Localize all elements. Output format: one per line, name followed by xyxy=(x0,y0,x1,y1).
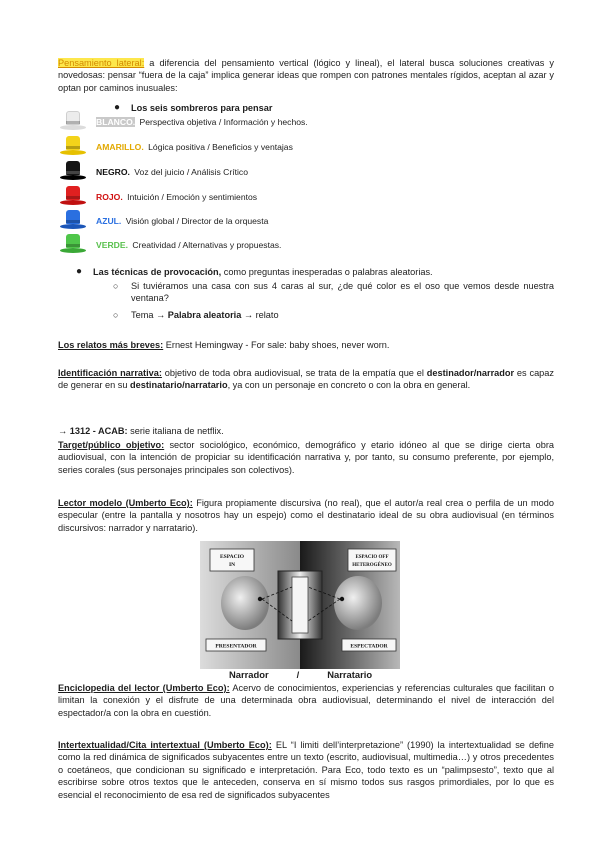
target-term: Target/público objetivo: xyxy=(58,440,165,450)
white-hat-icon xyxy=(58,111,88,133)
acab-line xyxy=(58,425,554,437)
hat-name: AZUL. xyxy=(96,215,122,226)
green-hat-icon xyxy=(58,234,88,256)
bullet-circle: ○ xyxy=(113,281,119,291)
espacio-off-label-2: HETEROGÉNEO xyxy=(352,563,392,568)
hat-row-green xyxy=(58,234,281,256)
provocation-sub1 xyxy=(131,280,554,305)
hat-name: NEGRO. xyxy=(96,166,130,177)
provocation-sub2 xyxy=(131,309,554,321)
intertext-term: Intertextualidad/Cita intertextual (Umberto Eco): xyxy=(58,740,272,750)
ident-text2: es capaz de generar en su xyxy=(58,368,554,391)
ident-text1: objetivo de toda obra audiovisual, se trata de la empatía que el xyxy=(161,368,427,378)
espectador-label: ESPECTADOR xyxy=(350,643,388,650)
hat-name: BLANCO. xyxy=(96,116,136,127)
identificacion-paragraph xyxy=(58,367,554,392)
hat-row-blue xyxy=(58,210,268,232)
bullet-dot: ● xyxy=(114,102,121,113)
diagram-svg xyxy=(200,541,400,669)
hat-desc: Voz del juicio / Análisis Crítico xyxy=(131,166,248,177)
hat-desc: Perspectiva objetiva / Información y hechos. xyxy=(137,116,308,127)
lector-paragraph xyxy=(58,497,554,534)
identificacion-term: Identificación narrativa: xyxy=(58,368,162,378)
provocation-item xyxy=(93,266,554,278)
figure-caption: Narrador / Narratario xyxy=(229,669,373,680)
ident-bold2: destinatario/narratario xyxy=(130,380,228,391)
hat-desc: Visión global / Director de la orquesta xyxy=(123,215,269,226)
hat-desc: Lógica positiva / Beneficios y ventajas xyxy=(145,141,293,152)
blue-hat-icon xyxy=(58,210,88,232)
sub2-c: relato xyxy=(253,310,279,320)
red-hat-icon xyxy=(58,186,88,208)
hat-row-white xyxy=(58,111,308,133)
lateral-text: a diferencia del pensamiento vertical (lógico y lineal), el lateral busca soluciones creativas y novedosas: pensar “fuera de la caja” implica generar ideas que rompen con patrones mentales rígidos, aceptan al azar y optan por caminos inusuales: xyxy=(58,58,554,93)
bullet-dot: ● xyxy=(76,266,83,277)
lector-term: Lector modelo (Umberto Eco): xyxy=(58,498,193,508)
hat-name: AMARILLO. xyxy=(96,141,144,152)
provocation-sub1-text: Si tuviéramos una casa con sus 4 caras al sur, ¿de qué color es el oso que vemos desde nuestra ventana? xyxy=(131,281,554,304)
hats-heading-text: Los seis sombreros para pensar xyxy=(131,103,273,113)
intertext-text: EL “I limiti dell’interpretazione” (1990) la intertextualidad se define como la red dinámica de significados subyacentes entre un texto (escrito, audiovisual, multimedia…) y otros precedentes o coetáneos, que condicionan su significado e interpretación. Para Eco, todo texto es un “palimpsesto”, texto que al escribirse sobre otros textos que le anteceden, conserva en sí mismo todos sus rasgos primordiales, por lo que es esencial el reconocimiento de esa red de significados subyacentes xyxy=(58,740,554,800)
yellow-hat-icon xyxy=(58,136,88,158)
intertext-paragraph xyxy=(58,739,554,801)
enciclopedia-term: Enciclopedia del lector (Umberto Eco): xyxy=(58,683,230,693)
relatos-term: Los relatos más breves: xyxy=(58,340,164,350)
sub2-a: Tema → xyxy=(131,310,168,320)
presentador-label: PRESENTADOR xyxy=(215,643,257,650)
ident-text3: , ya con un personaje en concreto o con la obra en general. xyxy=(227,380,471,391)
narrator-diagram xyxy=(200,541,400,669)
hat-desc: Creatividad / Alternativas y propuestas. xyxy=(130,239,282,250)
target-paragraph xyxy=(58,439,554,476)
hat-name: ROJO. xyxy=(96,191,123,202)
target-text: sector sociológico, económico, demográfico y etario idóneo al que se dirige cierta obra audiovisual, con la intención de propiciar su identificación narrativa y, por tanto, su consumo preferente, por ejemplo, series corales (sus personajes principales son colectivos). xyxy=(58,440,554,475)
lateral-term: Pensamiento lateral: xyxy=(58,58,145,68)
hat-desc: Intuición / Emoción y sentimientos xyxy=(124,191,258,202)
espacio-in-label-1: ESPACIO xyxy=(219,554,245,560)
bullet-circle: ○ xyxy=(113,310,119,320)
acab-term: → 1312 - ACAB: xyxy=(58,426,128,436)
enciclopedia-paragraph xyxy=(58,682,554,719)
black-hat-icon xyxy=(58,161,88,183)
espacio-off-label-1: ESPACIO OFF xyxy=(355,555,389,560)
hat-row-black xyxy=(58,161,248,183)
hat-name: VERDE. xyxy=(96,239,128,250)
enciclopedia-text: Acervo de conocimientos, experiencias y referencias culturales que facilitan o limitan la conexión y el disfrute de una determinada obra audiovisual, determinando el nivel de interacción del espectador/a con la obra en cuestión. xyxy=(58,683,554,718)
relatos-paragraph xyxy=(58,339,554,351)
acab-text: serie italiana de netflix. xyxy=(127,426,224,436)
espacio-in-label-2: IN xyxy=(228,562,236,568)
hat-row-red xyxy=(58,186,257,208)
ident-bold1: destinador/narrador xyxy=(426,368,515,378)
relatos-text: Ernest Hemingway - For sale: baby shoes, never worn. xyxy=(163,340,390,350)
hat-row-yellow xyxy=(58,136,293,158)
lector-text: Figura propiamente discursiva (no real), que el autor/a real crea o perfila de un modo especular (entre la pantalla y nosotros hay un espejo) como el destinatario ideal de su obra audiovisual (en términos discursivos: narrador y narratario). xyxy=(58,498,554,533)
provocation-text: como preguntas inesperadas o palabras aleatorias. xyxy=(221,267,433,277)
sub2-b: Palabra aleatoria → xyxy=(167,310,254,320)
provocation-term: Las técnicas de provocación, xyxy=(93,267,222,277)
lateral-paragraph xyxy=(58,57,554,94)
